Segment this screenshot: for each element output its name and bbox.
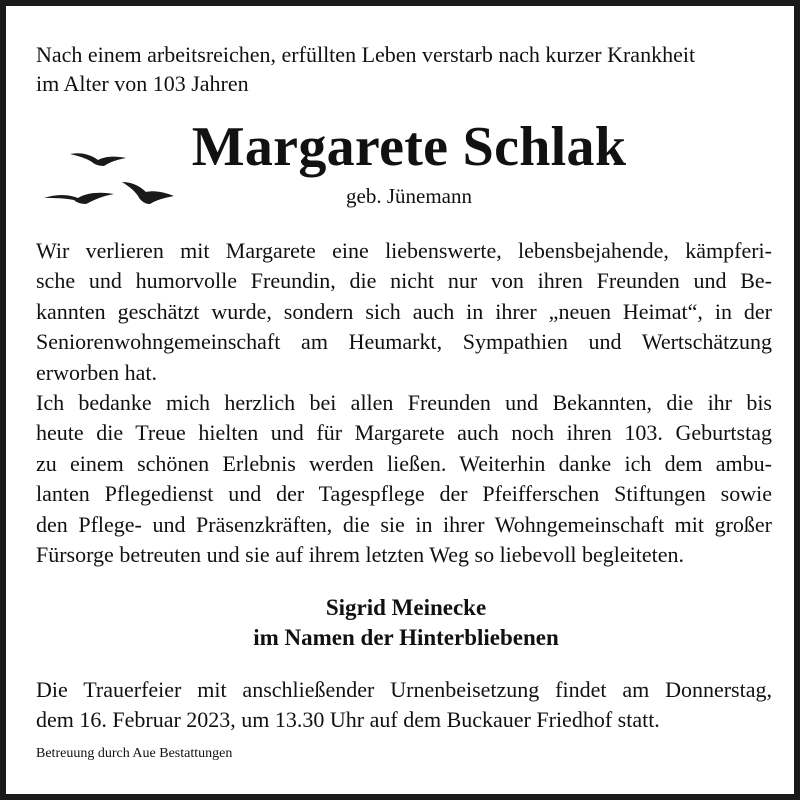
ceremony-line: dem 16. Februar 2023, um 13.30 Uhr auf dem Buckauer Friedhof statt.	[36, 707, 660, 733]
body-line: kannten geschätzt wurde, sondern sich auch in ihrer „neuen Heimat“, in der	[36, 298, 772, 324]
body-line: den Pflege- und Präsenzkräften, die sie in ihrer Wohngemeinschaft mit großer	[36, 511, 772, 537]
ceremony-info	[36, 675, 772, 736]
ceremony-line: Die Trauerfeier mit anschließender Urnenbeisetzung findet am Donnerstag,	[36, 677, 772, 702]
funeral-home-credit: Betreuung durch Aue Bestattungen	[36, 746, 233, 761]
body-line: Seniorenwohngemeinschaft am Heumarkt, Sympathien und Wertschätzung	[36, 329, 772, 355]
intro-text	[36, 40, 776, 98]
body-text	[36, 236, 772, 570]
signature	[6, 593, 800, 653]
birth-name: geb. Jünemann	[346, 184, 472, 208]
signature-name: Sigrid Meinecke	[325, 595, 487, 620]
signature-role: im Namen der Hinterbliebenen	[253, 625, 559, 650]
body-line: erworben hat.	[36, 359, 157, 385]
body-line: heute die Treue hielten und für Margarete auch noch ihren 103. Geburtstag	[36, 420, 772, 446]
deceased-name-text: Margarete Schlak	[191, 116, 627, 178]
intro-line: Nach einem arbeitsreichen, erfüllten Leben verstarb nach kurzer Krankheit	[36, 42, 696, 67]
body-line: zu einem schönen Erlebnis werden ließen. Weiterhin danke ich dem ambu-	[36, 450, 772, 476]
body-line: lanten Pflegedienst und der Tagespflege der Pfeifferschen Stiftungen sowie	[36, 481, 772, 507]
body-line: Fürsorge betreuten und sie auf ihrem letzten Weg so liebevoll begleiteten.	[36, 541, 685, 567]
deceased-name	[6, 112, 800, 182]
intro-line: im Alter von 103 Jahren	[36, 71, 249, 96]
body-line: Wir verlieren mit Margarete eine liebenswerte, lebensbejahende, kämpferi-	[36, 238, 772, 263]
body-line: sche und humorvolle Freundin, die nicht nur von ihren Freunden und Be-	[36, 268, 772, 294]
body-line: Ich bedanke mich herzlich bei allen Freunden und Bekannten, die ihr bis	[36, 389, 772, 415]
